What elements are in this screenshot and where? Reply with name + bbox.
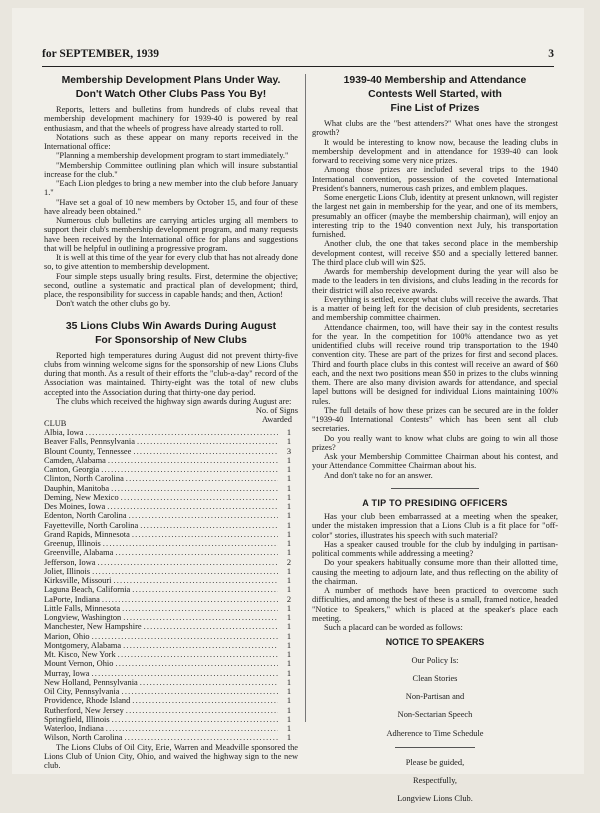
leader-dots — [92, 669, 278, 678]
article-title: Membership Development Plans Under Way. Don't Watch Other Clubs Pass You By! — [61, 75, 281, 100]
paragraph: Ask your Membership Committee Chairman about his contest, and your Attendance Committee Chairman about his. — [312, 452, 558, 471]
club-name: Springfield, Illinois — [44, 714, 110, 724]
table-row — [44, 511, 298, 520]
table-row — [44, 539, 298, 548]
signs-count: 1 — [286, 428, 292, 437]
leader-dots — [122, 604, 278, 613]
leader-dots — [132, 696, 278, 705]
leader-dots — [137, 437, 278, 446]
club-name: Little Falls, Minnesota — [44, 603, 121, 613]
paragraph: It is well at this time of the year for every club that has not already done so, to give attention to membership development. — [44, 253, 298, 272]
leader-dots — [132, 585, 278, 594]
club-name: Camden, Alabama — [44, 455, 106, 465]
table-row — [44, 687, 298, 696]
leader-dots — [126, 474, 278, 483]
article-title: 35 Lions Clubs Win Awards During August For Sponsorship of New Clubs — [65, 320, 277, 346]
leader-dots — [133, 447, 278, 456]
club-name: Clinton, North Carolina — [44, 474, 124, 484]
column-header-club: CLUB — [44, 418, 67, 428]
placard-line: Adherence to Time Schedule — [386, 728, 484, 738]
page-number: 3 — [548, 48, 554, 60]
table-row — [44, 437, 298, 446]
paragraph: Some energetic Lions Club, identity at present unknown, will register the largest net gain in membership for the year, and one of its members, presumably an officer (maybe the membership chairman), will enjoy an interesting trip to the 1940 convention next July, his transportation furnished. — [312, 193, 558, 239]
club-name: Kirksville, Missouri — [44, 576, 112, 585]
column-divider — [305, 74, 306, 722]
paragraph: Everything is settled, except what clubs will receive the awards. That is a matter of being left for the decision of club presidents, secretaries and membership committee chairmen. — [312, 294, 558, 323]
signs-count: 1 — [286, 455, 292, 465]
table-row — [44, 456, 298, 465]
signs-count: 1 — [286, 659, 292, 669]
club-name: Des Moines, Iowa — [44, 502, 106, 511]
club-name: Deming, New Mexico — [44, 492, 119, 502]
signs-count: 1 — [286, 520, 292, 530]
table-row — [44, 576, 298, 585]
club-name: Marion, Ohio — [44, 631, 90, 641]
leader-dots — [140, 678, 278, 687]
club-name: Beaver Falls, Pennsylvania — [44, 437, 135, 447]
signs-count: 1 — [286, 705, 292, 715]
issue-date: for SEPTEMBER, 1939 — [42, 48, 160, 60]
leader-dots — [140, 521, 278, 530]
club-name: Longview, Washington — [44, 613, 122, 622]
section-divider — [391, 488, 479, 489]
leader-dots — [144, 622, 278, 631]
leader-dots — [97, 558, 278, 567]
club-name: Greenville, Alabama — [44, 548, 114, 558]
leader-dots — [103, 539, 278, 548]
club-name: Rutherford, New Jersey — [44, 705, 124, 715]
club-name: Mt. Kisco, New York — [44, 650, 116, 659]
signs-count: 1 — [286, 492, 292, 502]
club-name: Blount County, Tennessee — [44, 446, 132, 456]
club-name: Montgomery, Alabama — [44, 640, 122, 650]
table-row — [44, 521, 298, 530]
paragraph: Notations such as these appear on many reports received in the International office: — [44, 132, 298, 151]
placard-line: Non-Sectarian Speech — [397, 710, 473, 720]
left-column — [44, 74, 298, 770]
table-row — [44, 548, 298, 557]
leader-dots — [86, 428, 278, 437]
club-name: Fayetteville, North Carolina — [44, 520, 139, 530]
leader-dots — [129, 511, 278, 520]
table-row — [44, 650, 298, 659]
signs-count: 3 — [286, 446, 292, 456]
table-row — [44, 632, 298, 641]
club-name: Jefferson, Iowa — [44, 557, 96, 567]
table-row — [44, 622, 298, 631]
leader-dots — [112, 715, 278, 724]
table-row — [44, 604, 298, 613]
signs-count: 1 — [286, 696, 292, 706]
paragraph: Reports, letters and bulletins from hundreds of clubs reveal that membership development machinery for 1939-40 is powered by real enthusiasm, and that the wheels of progress have already started to roll. — [44, 105, 298, 133]
header-rule — [42, 66, 554, 67]
placard-line: Clean Stories — [412, 673, 458, 683]
magazine-page — [12, 8, 584, 804]
placard-closing: Please be guided, — [405, 757, 465, 767]
leader-dots — [92, 567, 278, 576]
leader-dots — [102, 595, 278, 604]
table-row — [44, 493, 298, 502]
club-name: Albia, Iowa — [44, 428, 84, 437]
leader-dots — [101, 465, 278, 474]
table-row — [44, 715, 298, 724]
signs-count: 1 — [286, 631, 292, 641]
paragraph: Four simple steps usually bring results. First, determine the objective; second, outline a systematic and practical plan of development; third, place, the responsibility for success in capable hands; and then, Action! — [44, 271, 298, 299]
signs-count: 1 — [286, 465, 292, 474]
placard-closing: Respectfully, — [413, 776, 457, 785]
page-header — [42, 48, 554, 64]
table-row — [44, 669, 298, 678]
table-row — [44, 447, 298, 456]
leader-dots — [118, 650, 278, 659]
article-title: A TIP TO PRESIDING OFFICERS — [362, 497, 508, 508]
table-row — [44, 641, 298, 650]
awards-table-header — [44, 406, 298, 428]
awards-table — [44, 428, 298, 743]
signs-count: 1 — [286, 483, 292, 493]
table-row — [44, 465, 298, 474]
paragraph: Reported high temperatures during August did not prevent thirty-five clubs from winning welcome signs for the sponsorship of new Lions Clubs during that month. As a result of their efforts the "club-a-day" record of the Association was maintained. Thirty-eight was the total of new clubs accepted into the Association during that thirty-one day period. — [44, 350, 298, 397]
club-name: Murray, Iowa — [44, 668, 90, 678]
table-row — [44, 484, 298, 493]
signs-count: 1 — [286, 613, 292, 622]
paragraph: Attendance chairmen, too, will have their say in the contest results for the year. In the competition for 100% attendance two as yet unidentified clubs will receive round trip transportation to the 1940 convention city. These are part of the prizes for first and second places. Third and fourth place clubs in this contest will receive an award of $60 each, and the next two positions mean $50 in prizes to the clubs winning them. There are also many division awards for attendance, and special lapel buttons will be designed for individual Lions maintaining 100% rules. — [312, 322, 558, 406]
notice-placard — [312, 638, 558, 803]
paragraph: "Each Lion pledges to bring a new member into the club before January 1." — [44, 179, 298, 198]
paragraph: Do you really want to know what clubs are going to win all those prizes? — [312, 433, 558, 452]
leader-dots — [132, 530, 278, 539]
leader-dots — [108, 456, 278, 465]
article-awards — [44, 320, 298, 771]
club-name: Joliet, Illinois — [44, 566, 91, 576]
table-row — [44, 595, 298, 604]
club-name: Providence, Rhode Island — [44, 696, 131, 706]
placard-signature: Longview Lions Club. — [397, 794, 473, 804]
leader-dots — [121, 493, 278, 502]
signs-count: 1 — [286, 724, 292, 733]
paragraph: Don't watch the other clubs go by. — [56, 299, 171, 309]
club-name: Grand Rapids, Minnesota — [44, 529, 130, 539]
signs-count: 1 — [286, 677, 292, 687]
table-row — [44, 502, 298, 511]
table-row — [44, 585, 298, 594]
signs-count: 1 — [286, 733, 292, 743]
club-name: Wilson, North Carolina — [44, 733, 123, 743]
paragraph: Do your speakers habitually consume more than their allotted time, causing the meeting to adjourn late, and thus reflecting on the ability of the chairman. — [312, 558, 558, 586]
table-row — [44, 428, 298, 437]
leader-dots — [123, 613, 278, 622]
paragraph: Another club, the one that takes second place in the membership development contest, will receive $50 and a specially lettered banner. The third place club will win $25. — [312, 239, 558, 267]
paragraph: The Lions Clubs of Oil City, Erie, Warren and Meadville sponsored the Lions Club of Union City, Ohio, and waived the highway sign to the new club. — [44, 742, 298, 770]
signs-count: 1 — [286, 668, 292, 678]
paragraph: Such a placard can be worded as follows: — [324, 623, 463, 632]
signs-count: 2 — [286, 594, 292, 604]
paragraph: What clubs are the "best attenders?" What ones have the strongest growth? — [312, 119, 558, 138]
paragraph: "Planning a membership development program to start immediately." — [56, 151, 289, 161]
club-name: Dauphin, Manitoba — [44, 483, 110, 493]
club-name: Greenup, Illinois — [44, 539, 101, 548]
signs-count: 1 — [286, 603, 292, 613]
paragraph: Awards for membership development during the year will also be made to the leaders in ten divisions, and clubs leading in the records for their district will also receive awards. — [312, 267, 558, 295]
signs-count: 1 — [286, 437, 292, 447]
right-column — [312, 74, 558, 813]
table-row — [44, 696, 298, 705]
article-membership-development — [44, 74, 298, 309]
club-name: Canton, Georgia — [44, 465, 100, 474]
column-header-signs: No. of Signs Awarded — [255, 406, 298, 425]
leader-dots — [126, 706, 278, 715]
signs-count: 1 — [286, 548, 292, 558]
placard-line: Non-Partisan and — [405, 692, 465, 701]
club-name: Laguna Beach, California — [44, 585, 131, 595]
table-row — [44, 530, 298, 539]
club-name: Manchester, New Hampshire — [44, 622, 142, 632]
article-contests — [312, 74, 558, 480]
paragraph: Has your club been embarrassed at a meeting when the speaker, under the mistaken impression that a Lions Club is a fit place for "off-color" stories, illustrates his speech with such material? — [312, 512, 558, 540]
table-row — [44, 558, 298, 567]
club-name: Mount Vernon, Ohio — [44, 659, 114, 669]
signs-count: 1 — [286, 474, 292, 484]
leader-dots — [106, 724, 278, 733]
club-name: New Holland, Pennsylvania — [44, 677, 138, 687]
paragraph: It would be interesting to know now, because the leading clubs in membership development and in attendance for 1939-40 can look forward to receiving some very nice prizes. — [312, 137, 558, 165]
paragraph: "Membership Committee outlining plan which will insure substantial increase for the club." — [44, 160, 298, 179]
paragraph: Among those prizes are included several trips to the 1940 International convention, possession of the coveted International President's banners, numerous cash prizes, and emblem plaques. — [312, 165, 558, 193]
table-row — [44, 724, 298, 733]
club-name: Edenton, North Carolina — [44, 511, 127, 521]
table-row — [44, 613, 298, 622]
placard-line: Our Policy Is: — [411, 655, 459, 665]
club-name: Waterloo, Indiana — [44, 724, 104, 733]
club-name: Oil City, Pennsylvania — [44, 687, 120, 696]
table-row — [44, 678, 298, 687]
table-row — [44, 733, 298, 742]
signs-count: 1 — [286, 714, 292, 724]
leader-dots — [123, 641, 278, 650]
club-name: LaPorte, Indiana — [44, 594, 100, 604]
signs-count: 1 — [286, 511, 292, 521]
signs-count: 1 — [286, 622, 292, 632]
signs-count: 2 — [286, 557, 292, 567]
paragraph: Has a speaker caused trouble for the club by indulging in partisan-political comments while addressing a meeting? — [312, 539, 558, 558]
leader-dots — [115, 548, 278, 557]
leader-dots — [111, 484, 278, 493]
paragraph: Numerous club bulletins are carrying articles urging all members to support their club's membership development program, and many requests have been received by the International office for plans and suggestions that will be helpful in outlining a progressive program. — [44, 216, 298, 253]
table-row — [44, 659, 298, 668]
leader-dots — [113, 576, 278, 585]
table-row — [44, 567, 298, 576]
table-row — [44, 706, 298, 715]
article-title: 1939-40 Membership and Attendance Contests Well Started, with Fine List of Prizes — [343, 75, 527, 114]
leader-dots — [107, 502, 278, 511]
signs-count: 1 — [286, 566, 292, 576]
signs-count: 1 — [286, 640, 292, 650]
leader-dots — [122, 687, 278, 696]
leader-dots — [92, 632, 278, 641]
paragraph: "Have set a goal of 10 new members by October 15, and four of these have already been obtained." — [44, 197, 298, 216]
paragraph: A number of methods have been practiced to overcome such difficulties, and among the best of these is a small, framed notice, headed "Notice to Speakers," which is placed at the speaker's place each meeting. — [312, 586, 558, 623]
paragraph: And don't take no for an answer. — [324, 470, 433, 480]
table-row — [44, 474, 298, 483]
leader-dots — [115, 659, 278, 668]
paragraph: The full details of how these prizes can be secured are in the folder "1939-40 International Contests" which has been sent all club secretaries. — [312, 405, 558, 434]
paragraph: The clubs which received the highway sign awards during August are: — [56, 396, 292, 406]
signs-count: 1 — [286, 502, 292, 511]
placard-title: NOTICE TO SPEAKERS — [385, 637, 485, 648]
signs-count: 1 — [286, 529, 292, 539]
signs-count: 1 — [286, 576, 292, 585]
signs-count: 1 — [286, 539, 292, 548]
leader-dots — [125, 733, 278, 742]
article-tip — [312, 499, 558, 804]
placard-divider — [395, 747, 475, 748]
signs-count: 1 — [286, 650, 292, 659]
signs-count: 1 — [286, 687, 292, 696]
signs-count: 1 — [286, 585, 292, 595]
